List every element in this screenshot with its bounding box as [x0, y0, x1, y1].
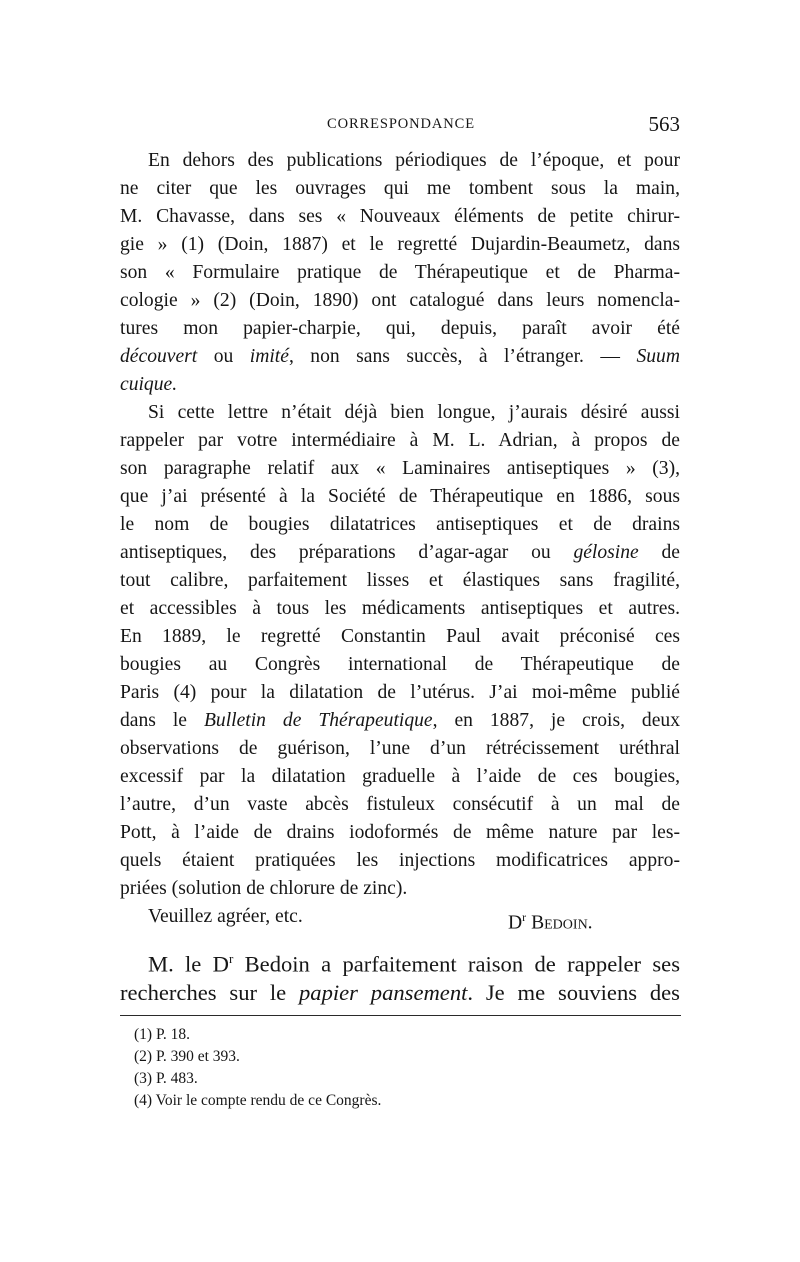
reply-line — [148, 942, 680, 976]
reply-text: M. le D — [148, 951, 229, 977]
footnote-separator — [120, 1015, 681, 1016]
letter-line — [120, 539, 680, 567]
page-header — [120, 112, 682, 142]
letter-line — [120, 707, 680, 735]
journal-title: Bulletin de Thérapeutique — [203, 710, 433, 731]
letter-line: Si cette lettre n’était déjà bien longue, j’aurais désiré aussi — [148, 402, 680, 423]
letter-text: ou — [197, 346, 250, 367]
italic-term: imité — [249, 346, 289, 367]
letter-line: son « Formulaire pratique de Thérapeutique et de Pharma- — [120, 262, 680, 283]
letter-line: Pott, à l’aide de drains iodoformés de même nature par les- — [120, 822, 680, 843]
letter-line: que j’ai présenté à la Société de Thérapeutique en 1886, sous — [120, 486, 680, 507]
footnote: (2) P. 390 et 393. — [134, 1048, 240, 1065]
letter-line: excessif par la dilatation graduelle à l’aide de ces bougies, — [120, 766, 680, 787]
letter-line: rappeler par votre intermédiaire à M. L. Adrian, à propos de — [120, 430, 680, 451]
letter-line: ne citer que les ouvrages qui me tombent sous la main, — [120, 178, 680, 199]
letter-line: En dehors des publications périodiques de l’époque, et pour — [148, 150, 680, 171]
letter-line: observations de guérison, l’une d’un rétrécissement uréthral — [120, 738, 680, 759]
letter-line: priées (solution de chlorure de zinc). — [120, 878, 408, 899]
letter-text: antiseptiques, des préparations d’agar-agar ou — [120, 542, 574, 563]
letter-line: le nom de bougies dilatatrices antiseptiques et de drains — [120, 514, 680, 535]
italic-term: Suum — [636, 346, 680, 367]
letter-text: , non sans succès, à l’étranger. — — [288, 346, 637, 367]
letter-line — [120, 371, 680, 399]
letter-line: Paris (4) pour la dilatation de l’utérus. J’ai moi-même publié — [120, 682, 680, 703]
reply-text: Bedoin a parfaitement raison de rappeler ses — [233, 951, 680, 977]
letter-line: l’autre, d’un vaste abcès fistuleux consécutif à un mal de — [120, 794, 680, 815]
letter-line: quels étaient pratiquées les injections modificatrices appro- — [120, 850, 680, 871]
footnote: (4) Voir le compte rendu de ce Congrès. — [134, 1092, 382, 1109]
letter-text: dans le — [120, 710, 204, 731]
letter-text: de — [638, 542, 680, 563]
italic-term: découvert — [120, 346, 198, 367]
letter-line: M. Chavasse, dans ses « Nouveaux éléments de petite chirur- — [120, 206, 680, 227]
italic-term: cuique. — [120, 374, 178, 395]
letter-signature — [508, 903, 680, 934]
reply-text: recherches sur le — [120, 980, 299, 1005]
letter-line: et accessibles à tous les médicaments antiseptiques et autres. — [120, 598, 680, 619]
italic-term: papier pansement — [298, 980, 468, 1005]
reply-text: . Je me souviens des — [467, 980, 680, 1005]
letter-line: tures mon papier-charpie, qui, depuis, paraît avoir été — [120, 318, 680, 339]
letter-line: tout calibre, parfaitement lisses et élastiques sans fragilité, — [120, 570, 680, 591]
italic-term: gélosine — [573, 542, 639, 563]
letter-line: cologie » (2) (Doin, 1890) ont catalogué dans leurs nomencla- — [120, 290, 680, 311]
letter-closing: Veuillez agréer, etc. — [148, 906, 303, 927]
letter-line: En 1889, le regretté Constantin Paul avait préconisé ces — [120, 626, 680, 647]
reply-sup: r — [228, 951, 234, 966]
running-title: CORRESPONDANCE — [327, 116, 475, 132]
letter-line — [120, 343, 680, 371]
letter-text: , en 1887, je crois, deux — [432, 710, 680, 731]
signature-name: Bedoin. — [531, 912, 593, 934]
reply-line — [120, 976, 680, 1010]
letter-line: bougies au Congrès international de Thérapeutique de — [120, 654, 680, 675]
footnote: (3) P. 483. — [134, 1070, 198, 1087]
footnote: (1) P. 18. — [134, 1026, 190, 1043]
letter-line: son paragraphe relatif aux « Laminaires antiseptiques » (3), — [120, 458, 680, 479]
letter-line: gie » (1) (Doin, 1887) et le regretté Dujardin-Beaumetz, dans — [120, 234, 680, 255]
signature-title: D — [508, 912, 523, 934]
signature-title-sup: r — [522, 910, 527, 924]
page-number: 563 — [648, 112, 680, 136]
